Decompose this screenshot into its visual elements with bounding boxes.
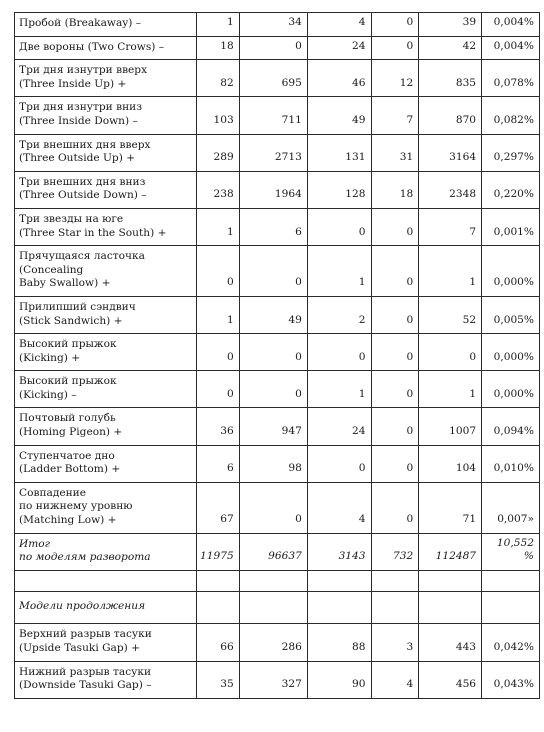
pattern-statistics-table [14, 12, 540, 699]
pattern-name-line: Нижний разрыв тасуки [19, 665, 152, 678]
value-cell: 96637 [239, 533, 307, 570]
value-cell: 52 [419, 296, 482, 333]
value-cell: 0 [371, 482, 419, 533]
value-cell: 0 [307, 208, 371, 245]
value-cell: 835 [419, 60, 482, 97]
value-cell: 42 [419, 36, 482, 60]
value-cell: 456 [419, 661, 482, 698]
empty-cell [419, 570, 482, 591]
value-cell: 103 [196, 97, 239, 134]
value-cell: 104 [419, 445, 482, 482]
value-cell: 0 [371, 334, 419, 371]
value-cell: 18 [371, 171, 419, 208]
empty-cell [239, 570, 307, 591]
pattern-name-line: Baby Swallow) + [19, 277, 111, 290]
value-cell: 49 [307, 97, 371, 134]
value-cell: 0 [371, 13, 419, 37]
value-cell: 128 [307, 171, 371, 208]
value-cell: 0 [371, 296, 419, 333]
pattern-name-line: Прячущаяся ласточка [19, 250, 145, 263]
value-cell: 947 [239, 408, 307, 445]
table-row [15, 60, 540, 97]
table-row [15, 171, 540, 208]
value-cell: 0,078% [482, 60, 540, 97]
value-cell: 711 [239, 97, 307, 134]
value-cell: 0 [419, 334, 482, 371]
value-cell: 0 [371, 208, 419, 245]
value-cell: 7 [371, 97, 419, 134]
pattern-name-cell [15, 334, 197, 371]
pattern-name-line: Прилипший сэндвич [19, 300, 136, 313]
pattern-name-cell [15, 482, 197, 533]
pattern-name-line: Высокий прыжок [19, 375, 117, 388]
value-cell: 0,297% [482, 134, 540, 171]
pattern-name-cell [15, 134, 197, 171]
table-row [15, 134, 540, 171]
value-cell: 0 [196, 246, 239, 297]
pattern-name-line: (Ladder Bottom) + [19, 463, 121, 476]
value-cell: 10,552 % [482, 533, 540, 570]
value-cell: 1 [419, 371, 482, 408]
pattern-name-cell [15, 624, 197, 661]
pattern-name-cell [15, 661, 197, 698]
value-cell: 0 [239, 482, 307, 533]
value-cell: 39 [419, 13, 482, 37]
value-cell: 0 [371, 408, 419, 445]
value-cell: 870 [419, 97, 482, 134]
pattern-name-cell [15, 296, 197, 333]
value-cell: 0 [239, 334, 307, 371]
pattern-name-cell [15, 171, 197, 208]
value-cell: 289 [196, 134, 239, 171]
pattern-name-line: (Three Outside Down) – [19, 189, 147, 202]
table-row [15, 371, 540, 408]
pattern-name-line: Три звезды на юге [19, 212, 124, 225]
value-cell: 443 [419, 624, 482, 661]
value-cell: 24 [307, 36, 371, 60]
pattern-name-line: (Kicking) – [19, 388, 77, 401]
value-cell: 0 [239, 246, 307, 297]
value-cell: 31 [371, 134, 419, 171]
value-cell: 12 [371, 60, 419, 97]
value-cell: 0,007» [482, 482, 540, 533]
value-cell: 34 [239, 13, 307, 37]
value-cell: 1 [196, 13, 239, 37]
value-cell: 0,043% [482, 661, 540, 698]
value-cell: 0 [307, 445, 371, 482]
value-cell: 0 [371, 246, 419, 297]
pattern-name-line: Высокий прыжок [19, 338, 117, 351]
value-cell: 1964 [239, 171, 307, 208]
value-cell: 36 [196, 408, 239, 445]
pattern-name-line: (Homing Pigeon) + [19, 426, 123, 439]
pattern-name-cell [15, 246, 197, 297]
pattern-name-line: Итог [19, 537, 51, 550]
pattern-name-cell [15, 97, 197, 134]
value-cell: 0,094% [482, 408, 540, 445]
empty-cell [482, 570, 540, 591]
spacer-row [15, 570, 540, 591]
table-row [15, 482, 540, 533]
pattern-name-line: Совпадение [19, 486, 87, 499]
table-row [15, 246, 540, 297]
table-row [15, 296, 540, 333]
value-cell: 3164 [419, 134, 482, 171]
value-cell: 0,000% [482, 334, 540, 371]
value-cell: 1 [419, 246, 482, 297]
value-cell: 35 [196, 661, 239, 698]
pattern-name-line: по моделям разворота [19, 551, 151, 564]
pattern-name-line: по нижнему уровню [19, 500, 133, 513]
value-cell: 1 [196, 296, 239, 333]
empty-cell [482, 591, 540, 624]
table-body [15, 13, 540, 699]
value-cell: 112487 [419, 533, 482, 570]
value-cell: 6 [239, 208, 307, 245]
value-cell: 0,000% [482, 371, 540, 408]
value-cell: 82 [196, 60, 239, 97]
table-row [15, 97, 540, 134]
value-cell: 4 [307, 13, 371, 37]
pattern-name-line: (Concealing [19, 263, 84, 276]
value-cell: 18 [196, 36, 239, 60]
pattern-name-line: Почтовый голубь [19, 412, 116, 425]
table-row [15, 36, 540, 60]
pattern-name-cell [15, 408, 197, 445]
empty-cell [419, 591, 482, 624]
value-cell: 0,004% [482, 13, 540, 37]
value-cell: 1 [307, 246, 371, 297]
value-cell: 1 [307, 371, 371, 408]
pattern-name-line: (Downside Tasuki Gap) – [19, 679, 152, 692]
pattern-name-line: (Three Inside Up) + [19, 77, 127, 90]
value-cell: 238 [196, 171, 239, 208]
table-row [15, 661, 540, 698]
value-cell: 1 [196, 208, 239, 245]
pattern-name-cell [15, 533, 197, 570]
value-cell: 6 [196, 445, 239, 482]
pattern-name-line: (Upside Tasuki Gap) + [19, 642, 141, 654]
value-cell: 327 [239, 661, 307, 698]
pattern-name-line: Пробой (Breakaway) – [19, 17, 142, 29]
value-cell: 24 [307, 408, 371, 445]
value-cell: 66 [196, 624, 239, 661]
empty-cell [307, 591, 371, 624]
pattern-name-line: (Three Star in the South) + [19, 226, 167, 239]
pattern-name-line: Три дня изнутри вниз [19, 101, 142, 114]
pattern-name-line: (Three Outside Up) + [19, 152, 136, 165]
value-cell: 0,004% [482, 36, 540, 60]
value-cell: 4 [371, 661, 419, 698]
pattern-name-line: (Stick Sandwich) + [19, 314, 123, 327]
pattern-name-cell [15, 208, 197, 245]
pattern-name-cell [15, 445, 197, 482]
value-cell: 732 [371, 533, 419, 570]
value-cell: 0 [239, 36, 307, 60]
value-cell: 0 [239, 371, 307, 408]
value-cell: 286 [239, 624, 307, 661]
section-heading-row [15, 591, 540, 624]
pattern-name-line: Две вороны (Two Crows) – [19, 40, 165, 53]
value-cell: 131 [307, 134, 371, 171]
value-cell: 4 [307, 482, 371, 533]
pattern-name-line: (Three Inside Down) – [19, 114, 138, 127]
value-cell: 0,042% [482, 624, 540, 661]
value-cell: 71 [419, 482, 482, 533]
empty-cell [15, 570, 197, 591]
table-row [15, 445, 540, 482]
value-cell: 695 [239, 60, 307, 97]
value-cell: 88 [307, 624, 371, 661]
empty-cell [371, 570, 419, 591]
value-cell: 0 [371, 445, 419, 482]
value-cell: 46 [307, 60, 371, 97]
value-cell: 98 [239, 445, 307, 482]
value-cell: 7 [419, 208, 482, 245]
value-cell: 0,220% [482, 171, 540, 208]
table-row [15, 624, 540, 661]
pattern-name-cell [15, 36, 197, 60]
value-cell: 2713 [239, 134, 307, 171]
pattern-name-line: Ступенчатое дно [19, 449, 115, 462]
value-cell: 90 [307, 661, 371, 698]
value-cell: 2 [307, 296, 371, 333]
pattern-name-cell [15, 371, 197, 408]
value-cell: 1007 [419, 408, 482, 445]
table-row [15, 408, 540, 445]
table-row [15, 208, 540, 245]
value-cell: 3143 [307, 533, 371, 570]
value-cell: 49 [239, 296, 307, 333]
value-cell: 2348 [419, 171, 482, 208]
pattern-name-line: (Matching Low) + [19, 514, 117, 527]
empty-cell [196, 570, 239, 591]
value-cell: 0,001% [482, 208, 540, 245]
value-cell: 67 [196, 482, 239, 533]
total-row [15, 533, 540, 570]
value-cell: 0,010% [482, 445, 540, 482]
value-cell: 0,082% [482, 97, 540, 134]
value-cell: 11975 [196, 533, 239, 570]
value-cell: 0 [307, 334, 371, 371]
value-cell: 0,005% [482, 296, 540, 333]
pattern-name-cell [15, 13, 197, 37]
value-cell: 0 [371, 371, 419, 408]
empty-cell [239, 591, 307, 624]
pattern-name-cell [15, 60, 197, 97]
value-cell: 3 [371, 624, 419, 661]
pattern-name-line: Верхний разрыв тасуки [19, 628, 152, 641]
empty-cell [196, 591, 239, 624]
table-row [15, 13, 540, 37]
pattern-name-line: Три внешних дня вверх [19, 138, 151, 151]
section-heading: Модели продолжения [15, 591, 197, 624]
value-cell: 0 [196, 371, 239, 408]
pattern-name-line: (Kicking) + [19, 351, 81, 364]
pattern-name-line: Три внешних дня вниз [19, 175, 146, 188]
empty-cell [371, 591, 419, 624]
pattern-name-line: Три дня изнутри вверх [19, 64, 148, 77]
table-row [15, 334, 540, 371]
value-cell: 0 [371, 36, 419, 60]
empty-cell [307, 570, 371, 591]
value-cell: 0,000% [482, 246, 540, 297]
value-cell: 0 [196, 334, 239, 371]
